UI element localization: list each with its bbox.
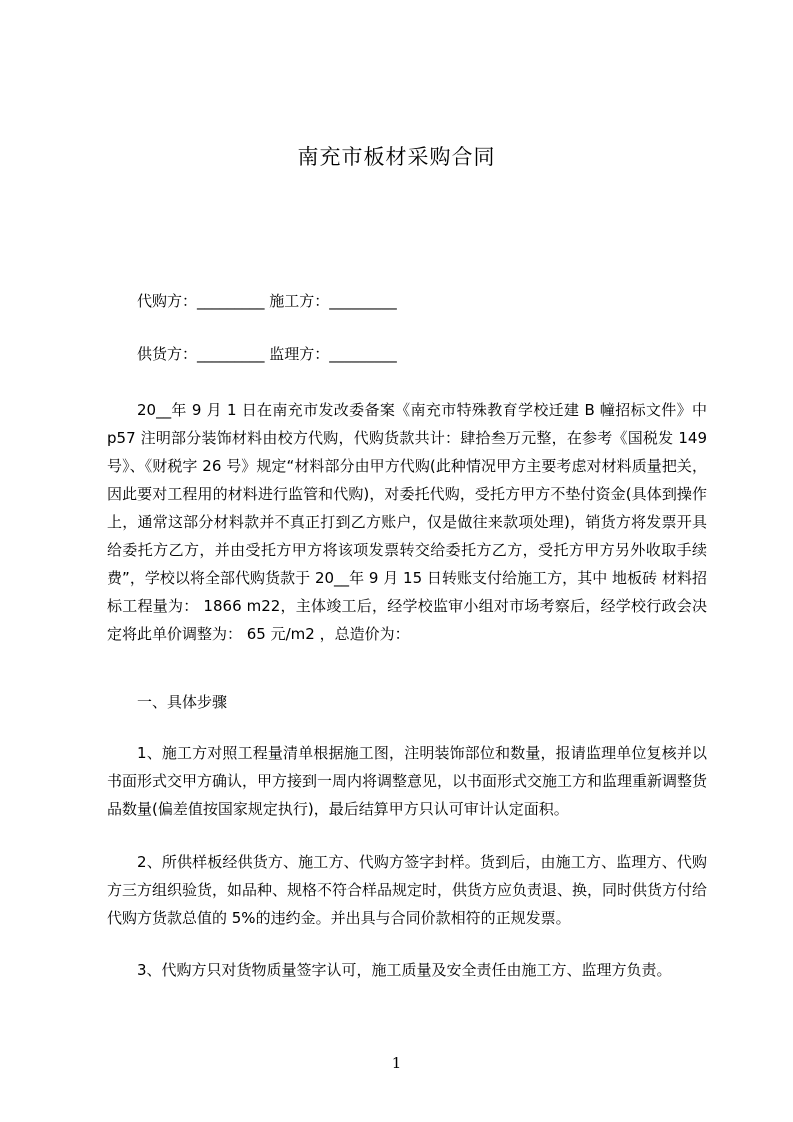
page-number: 1: [391, 1054, 402, 1072]
step-2-text: 2、所供样板经供货方、施工方、代购方签字封样。货到后，由施工方、监理方、代购方三方组织验货，如品种、规格不符合样品规定时，供货方应负责退、换，同时供货方付给代购方货款总值的 5%的违约金。并出具与合同价款相符的正规发票。: [107, 853, 708, 927]
step-3-text: 3、代购方只对货物质量签字认可，施工质量及安全责任由施工方、监理方负责。: [137, 961, 672, 979]
parties-line-2: 供货方：_________ 监理方：_________: [137, 345, 397, 363]
intro-text: 20__年 9 月 1 日在南充市发改委备案《南充市特殊教育学校迁建 B 幢招标文件》中 p57 注明部分装饰材料由校方代购，代购货款共计：肆拾叁万元整，在参考《国税发 149 号》、《财税字 26 号》规定“材料部分由甲方代购(此种情况甲方主要考虑对材料质量把关，因此要对工程用的材料进行监管和代购)，对委托代购，受托方甲方不垫付资金(具体到操作上，通常这部分材料款并不真正打到乙方账户，仅是做往来款项处理)，销货方将发票开具给委托方乙方，并由受托方甲方将该项发票转交给委托方乙方，受托方甲方另外收取手续费”，学校以将全部代购货款于 20__年 9 月 15 日转账支付给施工方，其中 地板砖 材料招标工程量为： 1866 m22，主体竣工后，经学校监审小组对市场考察后，经学校行政会决定将此单价调整为： 65 元/m2 ，总造价为：: [107, 401, 707, 643]
intro-paragraph: [107, 396, 707, 648]
step-2-paragraph: [107, 848, 707, 932]
step-1-paragraph: [107, 739, 707, 823]
document-title: 南充市板材采购合同: [297, 145, 496, 169]
step-1-text: 1、施工方对照工程量清单根据施工图，注明装饰部位和数量，报请监理单位复核并以书面形式交甲方确认，甲方接到一周内将调整意见，以书面形式交施工方和监理重新调整货品数量(偏差值按国家规定执行)，最后结算甲方只认可审计认定面积。: [107, 744, 708, 818]
parties-line-1: 代购方：_________ 施工方：_________: [137, 292, 397, 310]
step-3-paragraph: [107, 956, 707, 984]
section-heading: 一、具体步骤: [137, 693, 228, 711]
